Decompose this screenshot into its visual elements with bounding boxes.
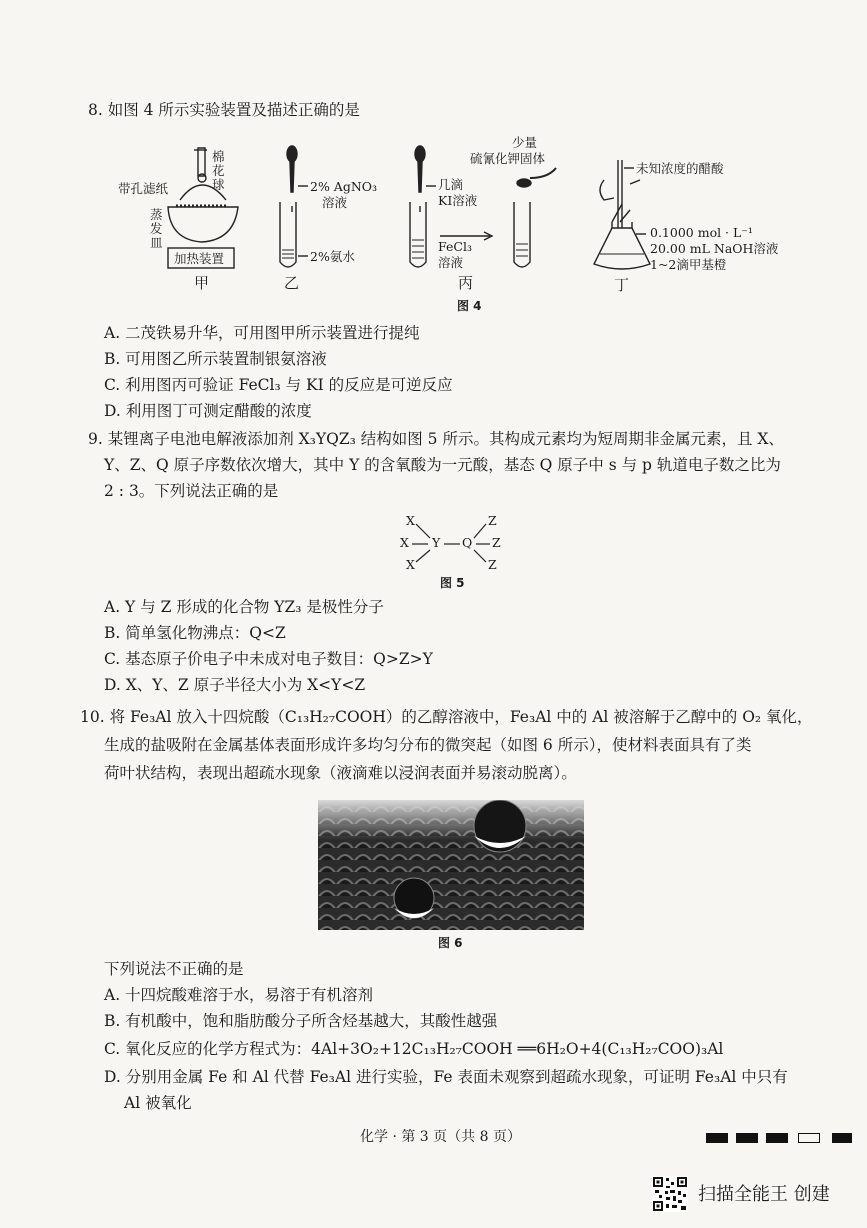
figure-4-drawing	[0, 0, 867, 320]
jia-label-zheng: 蒸	[150, 207, 163, 222]
q10-prompt: 下列说法不正确的是	[104, 960, 244, 978]
q10-stem-line3: 荷叶状结构，表现出超疏水现象（液滴难以浸润表面并易滚动脱离）。	[104, 764, 577, 782]
figure-6-caption: 图 6	[438, 936, 463, 950]
scanner-watermark: 扫描全能王 创建	[698, 1184, 830, 1205]
jia-label-mian: 棉	[212, 149, 225, 164]
marker-square-2	[736, 1133, 758, 1143]
q8-option-a: A. 二茂铁易升华，可用图甲所示装置进行提纯	[104, 324, 420, 342]
q10-stem-line1: 10. 将 Fe₃Al 放入十四烷酸（C₁₃H₂₇COOH）的乙醇溶液中，Fe₃Al 中的 Al 被溶解于乙醇中的 O₂ 氧化，	[80, 708, 813, 726]
yi-label-solution: 溶液	[322, 195, 348, 210]
marker-square-4	[798, 1133, 820, 1143]
marker-square-5	[832, 1133, 852, 1143]
q8-stem: 8. 如图 4 所示实验装置及描述正确的是	[88, 101, 360, 119]
jia-label-min: 皿	[150, 235, 163, 250]
figure-5-caption: 图 5	[440, 576, 465, 590]
figure-6-image	[318, 800, 584, 930]
q9-option-d: D. X、Y、Z 原子半径大小为 X<Y<Z	[104, 676, 366, 694]
q10-option-b: B. 有机酸中，饱和脂肪酸分子所含烃基越大，其酸性越强	[104, 1012, 498, 1030]
q9-stem-line2: Y、Z、Q 原子序数依次增大，其中 Y 的含氧酸为一元酸，基态 Q 原子中 s 与 p 轨道电子数之比为	[104, 456, 781, 474]
q8-option-c: C. 利用图丙可验证 FeCl₃ 与 KI 的反应是可逆反应	[104, 376, 453, 394]
bing-name: 丙	[458, 274, 474, 292]
yi-name: 乙	[284, 274, 300, 292]
atom-z-bottom: Z	[488, 557, 497, 572]
q10-option-d-continued: Al 被氧化	[124, 1094, 192, 1112]
atom-z-middle: Z	[492, 535, 501, 550]
jia-label-heater: 加热装置	[174, 251, 225, 266]
yi-label-ammonia: 2%氨水	[310, 249, 355, 264]
figure-4-caption: 图 4	[457, 299, 482, 313]
q10-option-a: A. 十四烷酸难溶于水，易溶于有机溶剂	[104, 986, 374, 1004]
atom-z-top: Z	[488, 513, 497, 528]
marker-square-3	[766, 1133, 788, 1143]
atom-x-middle: X	[400, 535, 409, 550]
bing-label-drops: 几滴	[438, 177, 464, 192]
bing-label-fecl3-solution: 溶液	[438, 255, 464, 270]
ding-name: 丁	[614, 276, 630, 294]
atom-x-bottom: X	[406, 557, 415, 572]
figure-6-micrograph	[318, 800, 584, 930]
marker-square-1	[706, 1133, 728, 1143]
bing-label-kscn: 硫氰化钾固体	[470, 151, 546, 166]
jia-label-fa: 发	[150, 221, 163, 236]
qr-code-icon	[652, 1176, 688, 1212]
q10-option-c: C. 氧化反应的化学方程式为：4Al+3O₂+12C₁₃H₂₇COOH ══6H₂O+4(C₁₃H₂₇COO)₃Al	[104, 1040, 724, 1058]
bing-label-fecl3: FeCl₃	[438, 239, 472, 254]
page-footer: 化学 · 第 3 页（共 8 页）	[360, 1129, 521, 1145]
bing-label-ki: KI溶液	[438, 193, 478, 208]
jia-label-filter: 带孔滤纸	[118, 181, 169, 196]
q9-stem-line1: 9. 某锂离子电池电解液添加剂 X₃YQZ₃ 结构如图 5 所示。其构成元素均为短周期非金属元素，且 X、	[88, 430, 784, 448]
jia-label-qiu: 球	[212, 177, 225, 192]
jia-name: 甲	[194, 274, 210, 292]
yi-label-agno3: 2% AgNO₃	[310, 179, 378, 194]
q9-option-b: B. 简单氢化物沸点：Q<Z	[104, 624, 286, 642]
q9-option-c: C. 基态原子价电子中未成对电子数目：Q>Z>Y	[104, 650, 433, 668]
atom-x-top: X	[406, 513, 415, 528]
q10-option-d: D. 分别用金属 Fe 和 Al 代替 Fe₃Al 进行实验，Fe 表面未观察到超疏水现象，可证明 Fe₃Al 中只有	[104, 1068, 788, 1086]
q9-stem-line3: 2 : 3。下列说法正确的是	[104, 482, 279, 500]
q8-option-b: B. 可用图乙所示装置制银氨溶液	[104, 350, 327, 368]
q8-option-d: D. 利用图丁可测定醋酸的浓度	[104, 402, 312, 420]
jia-label-hua: 花	[212, 163, 225, 178]
q10-stem-line2: 生成的盐吸附在金属基体表面形成许多均匀分布的微突起（如图 6 所示），使材料表面具有了类	[104, 736, 752, 754]
ding-label-indicator: 1~2滴甲基橙	[650, 257, 727, 272]
figure-5-structure	[390, 508, 530, 588]
ding-label-naoh: 20.00 mL NaOH溶液	[650, 241, 779, 256]
figure-4	[0, 0, 867, 320]
atom-y: Y	[432, 535, 441, 550]
q9-option-a: A. Y 与 Z 形成的化合物 YZ₃ 是极性分子	[104, 598, 384, 616]
ding-label-conc: 0.1000 mol · L⁻¹	[650, 225, 753, 240]
atom-q: Q	[462, 535, 473, 550]
bing-label-small-amount: 少量	[512, 135, 538, 150]
ding-label-acid: 未知浓度的醋酸	[636, 161, 724, 176]
